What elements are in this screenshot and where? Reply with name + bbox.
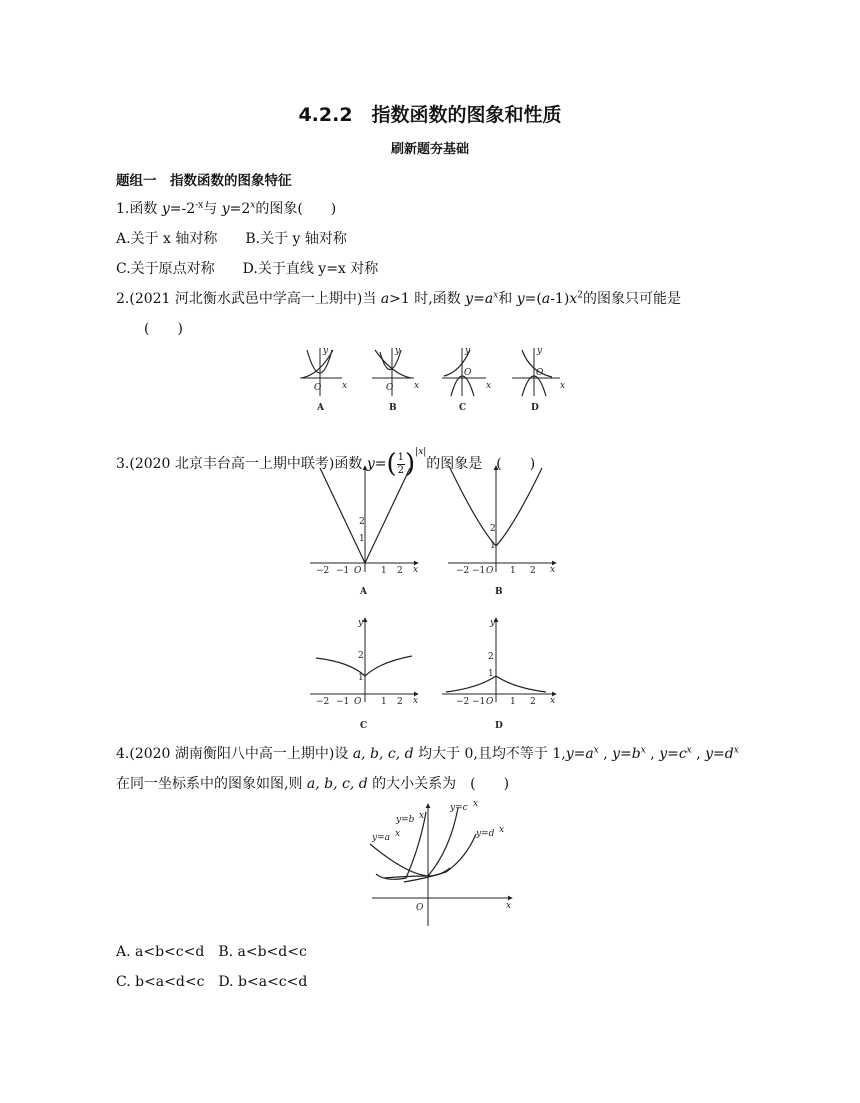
svg-text:y: y (465, 346, 471, 356)
svg-text:y: y (537, 346, 543, 356)
svg-text:1: 1 (381, 566, 387, 576)
q2-graph-b[interactable] (372, 346, 419, 413)
svg-text:−1: −1 (336, 566, 350, 576)
q3-option-graphs (310, 466, 560, 731)
svg-text:−1: −1 (472, 697, 486, 707)
svg-text:2: 2 (530, 697, 536, 707)
fraction: $\frac{1}{2}$ (397, 451, 404, 476)
question-1-options-ab (116, 228, 347, 248)
svg-text:O: O (486, 697, 494, 707)
svg-text:O: O (386, 383, 394, 393)
svg-text:2: 2 (397, 697, 403, 707)
svg-text:2: 2 (358, 651, 364, 661)
svg-text:C: C (459, 403, 467, 413)
question-4-options-cd[interactable]: C. b<a<d<c D. b<a<c<d (116, 974, 308, 990)
svg-text:2: 2 (488, 652, 494, 662)
svg-text:1: 1 (490, 541, 496, 551)
fraction-parenthesized: ( (386, 449, 397, 479)
svg-text:−2: −2 (456, 697, 470, 707)
svg-text:B: B (495, 587, 503, 597)
svg-text:O: O (464, 368, 472, 378)
svg-text:O: O (314, 383, 322, 393)
svg-text:−2: −2 (316, 697, 330, 707)
svg-text:2: 2 (530, 566, 536, 576)
svg-text:1: 1 (510, 566, 516, 576)
svg-text:O: O (536, 368, 544, 378)
svg-text:D: D (531, 403, 539, 413)
svg-text:D: D (495, 721, 503, 731)
q2-graph-c[interactable] (442, 346, 491, 413)
svg-text:B: B (389, 403, 397, 413)
svg-text:x: x (473, 799, 479, 809)
question-4-stem: 4.(2020 湖南衡阳八中高一上期中)设 a, b, c, d 均大于 0,且均不等于 $1,y=a^x$ , $y=b^x$ , $y=c^x$ , $y=d^x$ (116, 745, 739, 762)
q1-option-b[interactable]: B.关于 y 轴对称 (245, 231, 347, 247)
question-2-blank: ( ) (144, 321, 183, 337)
question-1-options-cd (116, 258, 378, 278)
svg-text:y: y (490, 618, 496, 628)
svg-text:A: A (317, 403, 324, 413)
svg-text:y: y (395, 346, 401, 356)
svg-text:2: 2 (490, 524, 496, 534)
svg-text:C: C (360, 721, 368, 731)
svg-text:x: x (419, 811, 425, 821)
q2-graph-d[interactable] (512, 346, 565, 413)
svg-text:x: x (395, 829, 401, 839)
svg-text:−1: −1 (472, 566, 486, 576)
q3-graph-c[interactable] (310, 618, 418, 731)
svg-text:y=d: y=d (476, 829, 495, 839)
q2-graph-a[interactable] (300, 346, 347, 413)
svg-text:x: x (413, 696, 419, 706)
question-4-options-ab[interactable]: A. a<b<c<d B. a<b<d<c (116, 944, 307, 960)
q4-graph (346, 798, 526, 928)
question-3-stem: 3.(2020 北京丰台高一上期中联考)函数 y=( $\frac{1}{2}$ )$^{|x|}$的图象是 ( ) (116, 447, 536, 479)
svg-text:x: x (506, 901, 512, 911)
svg-text:y=c: y=c (450, 803, 468, 813)
q3-graph-d[interactable] (442, 618, 556, 731)
svg-text:x: x (550, 696, 556, 706)
svg-text:x: x (486, 381, 492, 391)
svg-text:1: 1 (358, 673, 364, 683)
question-2-stem: 2.(2021 河北衡水武邑中学高一上期中)当 a>1 时,函数 $y=a^x$和 $y=(a-1)x^2$的图象只可能是 (116, 290, 681, 307)
svg-text:y=b: y=b (396, 815, 415, 825)
page-title: 4.2.2 指数函数的图象和性质 (298, 104, 562, 126)
svg-text:−2: −2 (316, 566, 330, 576)
svg-text:x: x (560, 381, 566, 391)
q1-option-d[interactable]: D.关于直线 y=x 对称 (242, 261, 379, 277)
svg-text:−2: −2 (456, 566, 470, 576)
svg-text:x: x (413, 565, 419, 575)
svg-text:A: A (360, 587, 367, 597)
svg-text:1: 1 (381, 697, 387, 707)
svg-text:x: x (414, 381, 420, 391)
q2-option-graphs (298, 344, 568, 414)
question-4-stem-line-2: 在同一坐标系中的图象如图,则 a, b, c, d 的大小关系为 ( ) (116, 776, 510, 792)
svg-text:O: O (354, 566, 362, 576)
q1-option-a[interactable]: A.关于 x 轴对称 (116, 231, 218, 247)
svg-text:y: y (358, 618, 364, 628)
svg-text:x: x (342, 381, 348, 391)
group-heading: 题组一 指数函数的图象特征 (116, 173, 292, 189)
svg-text:y: y (323, 346, 329, 356)
svg-text:x: x (499, 825, 505, 835)
svg-text:x: x (550, 565, 556, 575)
svg-text:1: 1 (510, 697, 516, 707)
q3-graph-a[interactable] (310, 466, 418, 597)
question-1-stem: 1.函数 $y=-2^{-x}$与 $y=2^x$的图象( ) (116, 200, 337, 217)
svg-text:1: 1 (359, 534, 365, 544)
q1-option-c[interactable]: C.关于原点对称 (116, 261, 215, 277)
svg-text:1: 1 (488, 669, 494, 679)
svg-text:O: O (416, 903, 424, 913)
svg-text:O: O (486, 566, 494, 576)
section-subtitle: 刷新题夯基础 (390, 142, 469, 157)
svg-text:−1: −1 (336, 697, 350, 707)
svg-text:y=a: y=a (372, 833, 390, 843)
svg-text:2: 2 (397, 566, 403, 576)
q3-graph-b[interactable] (448, 466, 556, 597)
svg-text:2: 2 (359, 517, 365, 527)
svg-text:O: O (354, 697, 362, 707)
